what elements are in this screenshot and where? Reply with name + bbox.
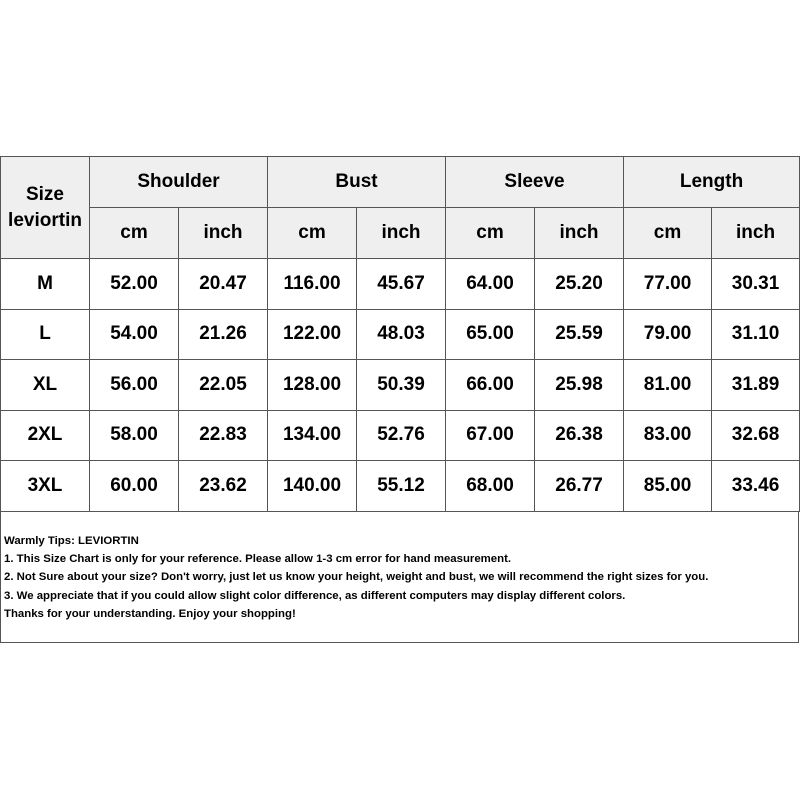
table-cell: 26.77 — [535, 461, 624, 512]
table-row — [1, 309, 800, 360]
unit-header: cm — [624, 208, 712, 259]
table-cell: 45.67 — [357, 259, 446, 310]
tips-box — [0, 512, 799, 643]
table-cell: 68.00 — [446, 461, 535, 512]
table-cell: 64.00 — [446, 259, 535, 310]
table-cell: 65.00 — [446, 309, 535, 360]
table-cell: 50.39 — [357, 360, 446, 411]
table-cell: 52.00 — [90, 259, 179, 310]
group-header-sleeve: Sleeve — [446, 157, 624, 208]
unit-header: inch — [357, 208, 446, 259]
tips-closing: Thanks for your understanding. Enjoy your shopping! — [4, 608, 296, 621]
unit-header: inch — [712, 208, 800, 259]
size-header-line1: Size — [25, 183, 65, 205]
table-cell: 56.00 — [90, 360, 179, 411]
table-cell: 122.00 — [268, 309, 357, 360]
table-cell: 67.00 — [446, 410, 535, 461]
table-cell: 58.00 — [90, 410, 179, 461]
tips-title: Warmly Tips: LEVIORTIN — [4, 534, 139, 547]
unit-header: cm — [268, 208, 357, 259]
table-cell: 30.31 — [712, 259, 800, 310]
tip-line: 2. Not Sure about your size? Don't worry, just let us know your height, weight and bust, we will recommend the right sizes for you. — [4, 571, 709, 584]
table-row — [1, 410, 800, 461]
table-cell: 25.98 — [535, 360, 624, 411]
size-label: 2XL — [1, 410, 90, 461]
tip-line: 1. This Size Chart is only for your reference. Please allow 1-3 cm error for hand measurement. — [4, 552, 512, 565]
tip-line: 3. We appreciate that if you could allow slight color difference, as different computers may display different colors. — [4, 589, 626, 602]
table-cell: 26.38 — [535, 410, 624, 461]
table-cell: 77.00 — [624, 259, 712, 310]
table-cell: 25.20 — [535, 259, 624, 310]
table-cell: 116.00 — [268, 259, 357, 310]
table-cell: 21.26 — [179, 309, 268, 360]
table-cell: 66.00 — [446, 360, 535, 411]
table-cell: 33.46 — [712, 461, 800, 512]
table-cell: 81.00 — [624, 360, 712, 411]
table-cell: 83.00 — [624, 410, 712, 461]
size-table — [0, 156, 800, 512]
unit-header: inch — [535, 208, 624, 259]
table-cell: 22.05 — [179, 360, 268, 411]
group-header-shoulder: Shoulder — [90, 157, 268, 208]
size-label: M — [1, 259, 90, 310]
size-column-header — [1, 157, 90, 259]
table-cell: 23.62 — [179, 461, 268, 512]
table-cell: 32.68 — [712, 410, 800, 461]
group-header-length: Length — [624, 157, 800, 208]
table-cell: 22.83 — [179, 410, 268, 461]
table-cell: 31.10 — [712, 309, 800, 360]
table-row — [1, 360, 800, 411]
table-cell: 25.59 — [535, 309, 624, 360]
size-label: L — [1, 309, 90, 360]
group-header-bust: Bust — [268, 157, 446, 208]
table-cell: 134.00 — [268, 410, 357, 461]
table-cell: 48.03 — [357, 309, 446, 360]
size-chart — [0, 156, 799, 643]
table-cell: 85.00 — [624, 461, 712, 512]
table-cell: 55.12 — [357, 461, 446, 512]
table-cell: 79.00 — [624, 309, 712, 360]
table-cell: 60.00 — [90, 461, 179, 512]
table-cell: 140.00 — [268, 461, 357, 512]
table-cell: 20.47 — [179, 259, 268, 310]
unit-header: inch — [179, 208, 268, 259]
size-label: XL — [1, 360, 90, 411]
table-cell: 54.00 — [90, 309, 179, 360]
table-row — [1, 461, 800, 512]
unit-header: cm — [90, 208, 179, 259]
table-cell: 52.76 — [357, 410, 446, 461]
size-header-line2: leviortin — [8, 209, 82, 231]
table-cell: 31.89 — [712, 360, 800, 411]
unit-header: cm — [446, 208, 535, 259]
table-row — [1, 259, 800, 310]
table-cell: 128.00 — [268, 360, 357, 411]
size-label: 3XL — [1, 461, 90, 512]
